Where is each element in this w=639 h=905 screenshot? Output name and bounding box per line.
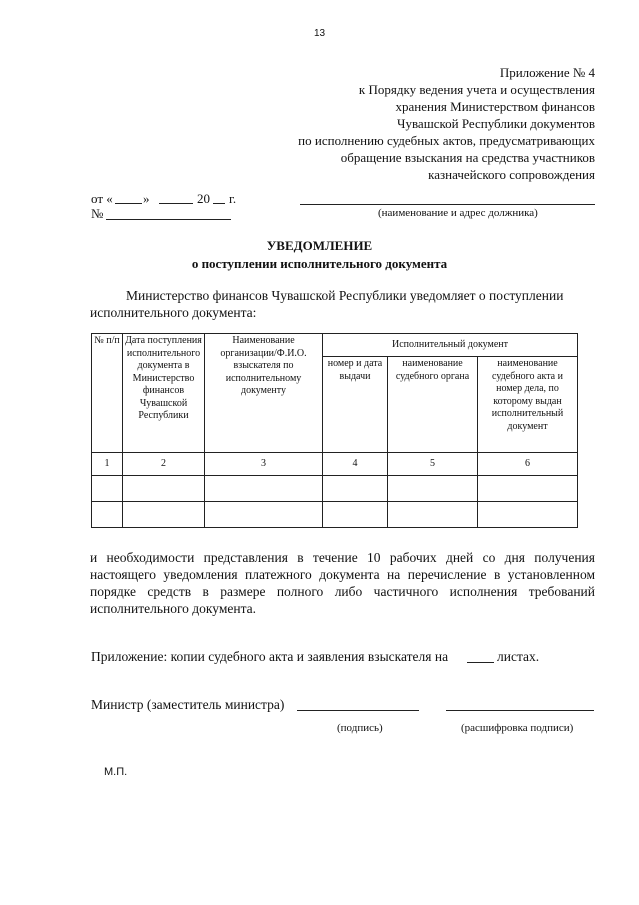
table-cell[interactable] [92, 502, 123, 528]
header-receipt-date: Дата поступления исполнительного документа в Министерство финансов Чувашской Республики [123, 334, 205, 453]
table-cell[interactable] [92, 476, 123, 502]
decode-caption: (расшифровка подписи) [461, 722, 574, 734]
month-field[interactable] [159, 203, 193, 204]
signature-field[interactable] [297, 710, 419, 711]
table-row [92, 502, 578, 528]
header-number: № п/п [92, 334, 123, 453]
table-cell[interactable] [323, 502, 388, 528]
execution-document-table [91, 333, 578, 528]
header-court-act: наименование судебного акта и номер дела, по которому выдан исполнительный документ [478, 357, 578, 453]
column-number: 4 [323, 453, 388, 476]
column-number: 1 [92, 453, 123, 476]
date-mid: » [143, 191, 150, 206]
debtor-field[interactable] [300, 204, 595, 205]
column-number: 2 [123, 453, 205, 476]
document-title: УВЕДОМЛЕНИЕ [266, 238, 373, 253]
attachment-text: Приложение: копии судебного акта и заявления взыскателя на [91, 649, 449, 664]
table-row [92, 476, 578, 502]
document-subtitle: о поступлении исполнительного документа [191, 256, 448, 271]
table-cell[interactable] [388, 476, 478, 502]
header-execution-document: Исполнительный документ [323, 334, 578, 357]
signature-caption: (подпись) [337, 722, 383, 734]
table-cell[interactable] [205, 502, 323, 528]
appendix-line: по исполнению судебных актов, предусматривающих [298, 133, 595, 148]
appendix-line: Приложение № 4 [499, 65, 595, 80]
date-suffix: г. [229, 191, 237, 206]
table-cell[interactable] [123, 502, 205, 528]
signature-label: Министр (заместитель министра) [91, 697, 285, 712]
header-court: наименование судебного органа [388, 357, 478, 453]
appendix-line: обращение взыскания на средства участников [340, 150, 595, 165]
debtor-caption: (наименование и адрес должника) [378, 207, 538, 219]
number-field[interactable] [106, 219, 231, 220]
sheets-count-field[interactable] [467, 662, 494, 663]
header-claimant: Наименование организации/Ф.И.О. взыскателя по исполнительному документу [205, 334, 323, 453]
table-cell[interactable] [478, 502, 578, 528]
table-cell[interactable] [323, 476, 388, 502]
table-cell[interactable] [478, 476, 578, 502]
column-numbers-row [92, 453, 578, 476]
signature-decode-field[interactable] [446, 710, 594, 711]
year-prefix: 20 [197, 191, 210, 206]
column-number: 5 [388, 453, 478, 476]
appendix-line: хранения Министерством финансов [395, 99, 595, 114]
stamp-place: М.П. [104, 766, 128, 778]
appendix-line: казначейского сопровождения [428, 167, 595, 182]
page-number: 13 [313, 28, 326, 39]
table-cell[interactable] [123, 476, 205, 502]
day-field[interactable] [115, 203, 142, 204]
column-number: 3 [205, 453, 323, 476]
table-cell[interactable] [205, 476, 323, 502]
table-cell[interactable] [388, 502, 478, 528]
year-field[interactable] [213, 203, 225, 204]
column-number: 6 [478, 453, 578, 476]
number-prefix: № [91, 206, 104, 221]
header-number-date: номер и дата выдачи [323, 357, 388, 453]
date-prefix: от « [91, 191, 113, 206]
appendix-header [298, 64, 595, 183]
appendix-line: Чувашской Республики документов [397, 116, 595, 131]
body-paragraph: и необходимости представления в течение 10 рабочих дней со дня получения настоящего уведомления платежного документа на перечисление в установленном порядке средств в размере полного либо частичного исполнения требований исполнительного документа. [90, 550, 595, 616]
intro-paragraph: Министерство финансов Чувашской Республики уведомляет о поступлении исполнительного документа: [90, 288, 564, 320]
attachment-suffix: листах. [497, 649, 540, 664]
appendix-line: к Порядку ведения учета и осуществления [358, 82, 595, 97]
